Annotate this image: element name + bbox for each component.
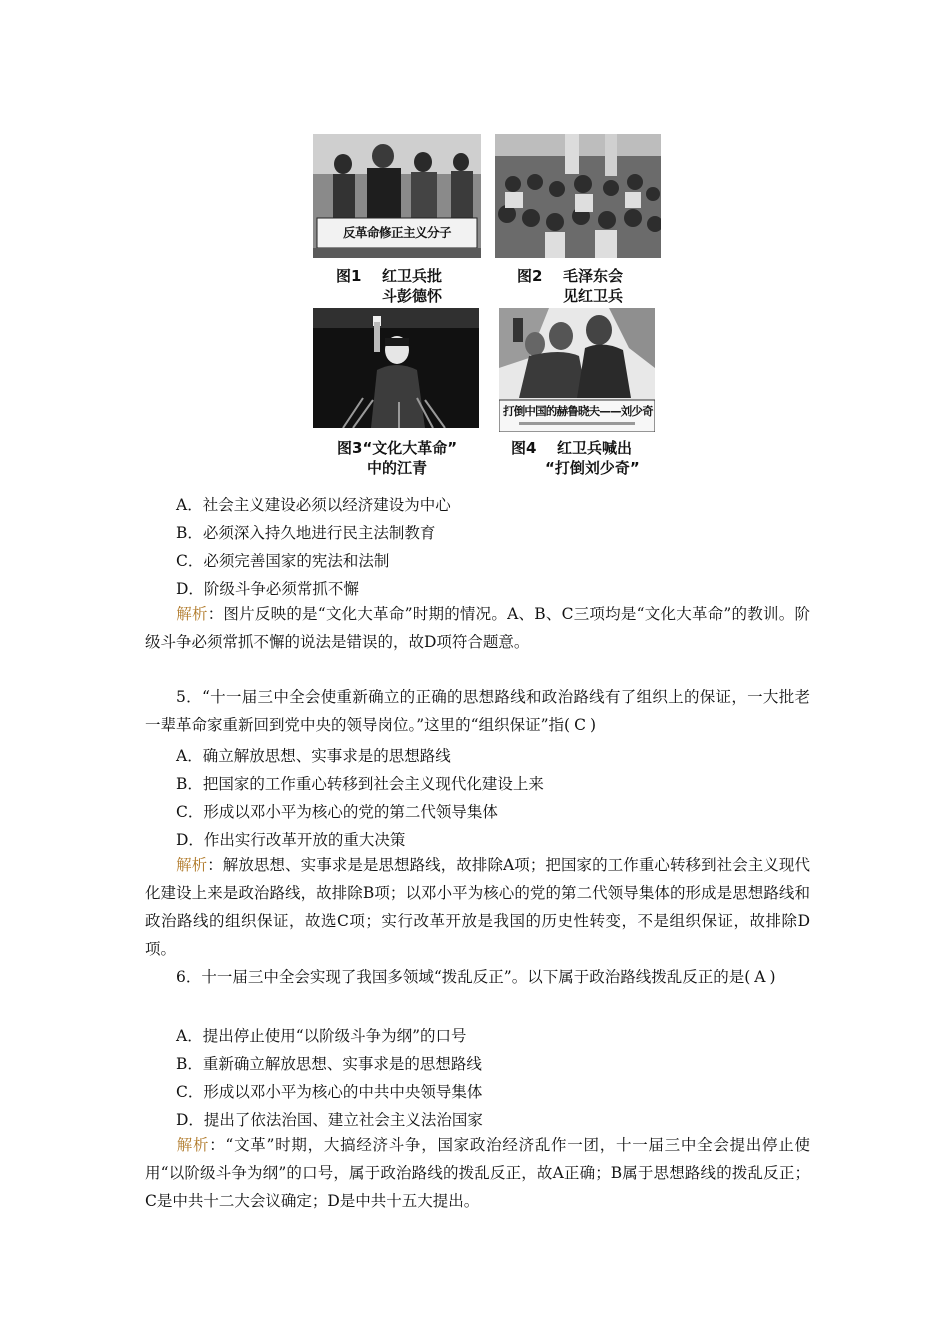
q6-stem — [145, 963, 810, 991]
q5-analysis — [145, 851, 810, 963]
q5-option-b: B．把国家的工作重心转移到社会主义现代化建设上来 — [176, 775, 544, 793]
figure-2-caption — [517, 266, 623, 306]
q4-option-d: D．阶级斗争必须常抓不懈 — [176, 580, 359, 598]
q6-stem-text: 6．十一届三中全会实现了我国多领域“拨乱反正”。以下属于政治路线拨乱反正的是( — [176, 968, 751, 986]
q5-analysis-label: 解析 — [176, 856, 208, 874]
figure-3-caption-line2: 中的江青 — [367, 459, 428, 477]
figure-4-photo — [499, 308, 655, 432]
q6-stem-end: ) — [769, 968, 776, 986]
q6-option-b: B．重新确立解放思想、实事求是的思想路线 — [176, 1055, 482, 1073]
figure-1-photo — [313, 134, 481, 258]
q5-option-d: D．作出实行改革开放的重大决策 — [176, 831, 406, 849]
figure-1-caption-line1: 红卫兵批 — [382, 267, 443, 285]
q5-analysis-text: ：解放思想、实事求是是思想路线，故排除A项；把国家的工作重心转移到社会主义现代化建设上来是政治路线，故排除B项；以邓小平为核心的党的第二代领导集体的形成是思想路线和政治路线的组织保证，故选C项；实行改革开放是我国的历史性转变，不是组织保证，故排除D项。 — [145, 856, 810, 958]
q6-answer: A — [754, 968, 766, 986]
q6-option-c: C．形成以邓小平为核心的中共中央领导集体 — [176, 1083, 483, 1101]
figure-3-caption-line1: “文化大革命” — [362, 439, 458, 457]
q4-analysis — [145, 600, 810, 656]
figure-3-illustration — [313, 308, 479, 428]
q4-option-b: B．必须深入持久地进行民主法制教育 — [176, 524, 436, 542]
q6-option-d: D．提出了依法治国、建立社会主义法治国家 — [176, 1111, 483, 1129]
q4-option-a: A．社会主义建设必须以经济建设为中心 — [176, 496, 451, 514]
q5-option-c: C．形成以邓小平为核心的党的第二代领导集体 — [176, 803, 498, 821]
q4-option-c: C．必须完善国家的宪法和法制 — [176, 552, 390, 570]
figure-2-illustration — [495, 134, 661, 258]
figure-2-number: 图2 — [517, 267, 543, 285]
figure-2-photo — [495, 134, 661, 258]
figure-4-caption — [511, 438, 640, 478]
q5-stem-end: ) — [589, 716, 597, 734]
figure-1-caption — [336, 266, 442, 306]
q6-option-a: A．提出停止使用“以阶级斗争为纲”的口号 — [176, 1027, 467, 1045]
figure-4-poster-text: 打倒中国的赫鲁晓夫——刘少奇 — [503, 404, 653, 418]
figure-3-photo — [313, 308, 479, 428]
q5-stem-text: 5．“十一届三中全会使重新确立的正确的思想路线和政治路线有了组织上的保证，一大批老一辈革命家重新回到党中央的领导岗位。”这里的“组织保证”指( — [145, 688, 810, 734]
figure-1-number: 图1 — [336, 267, 362, 285]
q6-analysis-label: 解析 — [176, 1136, 210, 1154]
figure-3-number: 图3 — [337, 439, 363, 457]
q5-stem — [145, 683, 810, 739]
q5-answer: C — [574, 716, 586, 734]
q6-analysis — [145, 1131, 810, 1215]
q4-analysis-label: 解析 — [176, 605, 208, 623]
figure-2-caption-line1: 毛泽东会 — [563, 267, 624, 285]
figure-4-number: 图4 — [511, 439, 537, 457]
figure-4-caption-line2: “打倒刘少奇” — [545, 459, 640, 477]
figure-4-caption-line1: 红卫兵喊出 — [557, 439, 633, 457]
figure-3-caption — [337, 438, 457, 478]
q6-analysis-text: ：“文革”时期，大搞经济斗争，国家政治经济乱作一团，十一届三中全会提出停止使用“以阶级斗争为纲”的口号，属于政治路线的拨乱反正，故A正确；B属于思想路线的拨乱反正；C是中共十二大会议确定；D是中共十五大提出。 — [145, 1136, 810, 1210]
figure-2-caption-line2: 见红卫兵 — [563, 287, 624, 305]
figure-1-caption-line2: 斗彭德怀 — [382, 287, 443, 305]
q4-analysis-text: ：图片反映的是“文化大革命”时期的情况。A、B、C三项均是“文化大革命”的教训。阶级斗争必须常抓不懈的说法是错误的，故D项符合题意。 — [145, 605, 810, 651]
figure-1-sign-text: 反革命修正主义分子 — [342, 225, 451, 240]
q5-option-a: A．确立解放思想、实事求是的思想路线 — [176, 747, 451, 765]
